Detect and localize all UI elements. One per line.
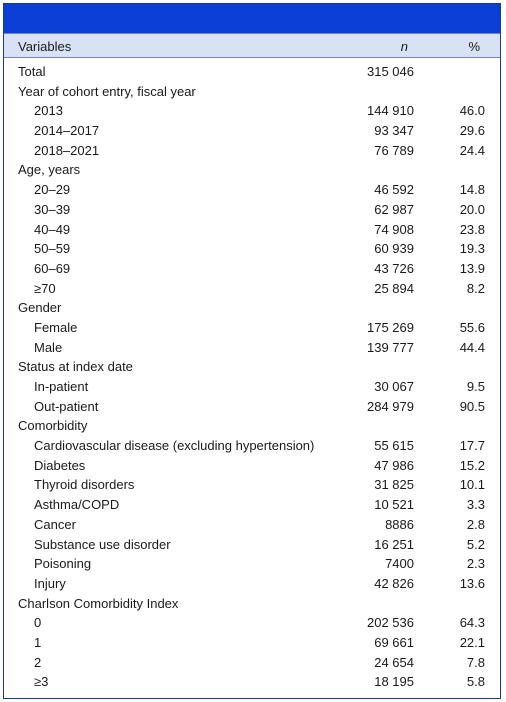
row-percent: 19.3 [459, 241, 485, 257]
table-row [4, 338, 500, 358]
row-percent: 10.1 [459, 477, 485, 493]
row-label: Year of cohort entry, fiscal year [18, 83, 196, 99]
row-label: 2 [34, 654, 42, 670]
row-percent: 46.0 [459, 103, 485, 119]
row-label: Status at index date [18, 359, 133, 375]
row-label: 20–29 [34, 182, 71, 198]
row-percent: 64.3 [459, 615, 485, 631]
row-n: 55 615 [374, 438, 414, 454]
row-percent: 55.6 [459, 319, 485, 335]
table-row [4, 397, 500, 417]
row-label: Injury [34, 575, 66, 591]
table-row [4, 259, 500, 279]
row-label: 40–49 [34, 221, 71, 237]
row-label: 60–69 [34, 260, 71, 276]
row-n: 202 536 [367, 615, 414, 631]
table-title-bar [4, 4, 500, 33]
table-row [4, 121, 500, 141]
row-n: 315 046 [367, 64, 414, 79]
row-percent: 3.3 [466, 497, 485, 513]
row-label: 50–59 [34, 241, 71, 257]
table-row [4, 574, 500, 594]
row-percent: 13.9 [459, 260, 485, 276]
row-percent: 29.6 [459, 123, 485, 139]
row-n: 31 825 [374, 477, 414, 493]
table-row [4, 180, 500, 200]
table-header-row [4, 33, 500, 58]
row-n: 7400 [385, 556, 414, 572]
row-percent: 2.3 [466, 556, 485, 572]
row-n: 30 067 [374, 379, 414, 394]
row-label: Substance use disorder [34, 536, 171, 552]
table-row [4, 515, 500, 535]
table-row [4, 160, 500, 180]
row-n: 76 789 [374, 142, 414, 158]
row-label: 2013 [34, 103, 63, 119]
table-row [4, 357, 500, 377]
row-label: Thyroid disorders [34, 477, 135, 493]
table-row [4, 62, 500, 82]
row-n: 8886 [385, 516, 414, 532]
row-percent: 44.4 [459, 339, 485, 355]
row-n: 47 986 [374, 457, 414, 473]
row-percent: 2.8 [466, 516, 485, 532]
row-label: Out-patient [34, 398, 99, 414]
table-row [4, 101, 500, 121]
table-row [4, 239, 500, 259]
table-row [4, 279, 500, 299]
table-frame [3, 3, 501, 699]
row-percent: 23.8 [459, 221, 485, 237]
header-n: n [400, 39, 408, 54]
row-percent: 15.2 [459, 457, 485, 473]
row-n: 144 910 [367, 103, 414, 119]
table-row [4, 220, 500, 240]
row-percent: 20.0 [459, 201, 485, 217]
row-label: In-patient [34, 379, 89, 394]
row-n: 62 987 [374, 201, 414, 217]
table-row [4, 82, 500, 102]
row-label: ≥3 [34, 674, 49, 690]
row-label: Age, years [18, 162, 81, 178]
header-variables: Variables [18, 39, 72, 54]
table-body [4, 58, 500, 692]
table-row [4, 318, 500, 338]
row-n: 175 269 [367, 319, 414, 335]
row-percent: 24.4 [459, 142, 485, 158]
table-row [4, 298, 500, 318]
row-n: 42 826 [374, 575, 414, 591]
row-percent: 17.7 [459, 438, 485, 454]
table-row [4, 456, 500, 476]
table-row [4, 200, 500, 220]
row-label: 30–39 [34, 201, 71, 217]
row-n: 10 521 [374, 497, 414, 513]
row-label: Asthma/COPD [34, 497, 120, 513]
table-row [4, 141, 500, 161]
row-n: 16 251 [374, 536, 414, 552]
row-n: 74 908 [374, 221, 414, 237]
table-row [4, 554, 500, 574]
row-percent: 14.8 [459, 182, 485, 198]
table-row [4, 672, 500, 692]
row-label: Cancer [34, 516, 76, 532]
row-label: 2018–2021 [34, 142, 100, 158]
table-row [4, 613, 500, 633]
table-row [4, 495, 500, 515]
row-percent: 5.2 [466, 536, 485, 552]
row-n: 139 777 [367, 339, 414, 355]
row-label: Comorbidity [18, 418, 88, 434]
row-n: 24 654 [374, 654, 414, 670]
row-n: 25 894 [374, 280, 414, 296]
header-percent: % [468, 39, 480, 54]
row-label: Diabetes [34, 457, 86, 473]
row-label: Charlson Comorbidity Index [18, 595, 179, 611]
row-percent: 8.2 [466, 280, 485, 296]
row-percent: 22.1 [459, 634, 485, 650]
row-label: Poisoning [34, 556, 92, 572]
row-label: Cardiovascular disease (excluding hypertension) [34, 438, 315, 454]
table-row [4, 416, 500, 436]
row-percent: 7.8 [466, 654, 485, 670]
table-row [4, 594, 500, 614]
row-percent: 9.5 [466, 379, 485, 394]
table-row [4, 475, 500, 495]
table-row [4, 377, 500, 397]
row-percent: 13.6 [459, 575, 485, 591]
row-percent: 90.5 [459, 398, 485, 414]
row-percent: 5.8 [466, 674, 485, 690]
row-label: Male [34, 339, 63, 355]
row-n: 46 592 [374, 182, 414, 198]
table-row [4, 653, 500, 673]
row-label: 1 [34, 634, 42, 650]
row-label: Female [34, 319, 78, 335]
row-n: 43 726 [374, 260, 414, 276]
row-label: Total [18, 64, 46, 79]
table-row [4, 436, 500, 456]
table-row [4, 535, 500, 555]
row-n: 93 347 [374, 123, 414, 139]
row-label: 2014–2017 [34, 123, 100, 139]
row-label: Gender [18, 300, 62, 316]
row-n: 69 661 [374, 634, 414, 650]
row-label: 0 [34, 615, 42, 631]
row-label: ≥70 [34, 280, 56, 296]
row-n: 60 939 [374, 241, 414, 257]
row-n: 18 195 [374, 674, 414, 690]
table-row [4, 633, 500, 653]
row-n: 284 979 [367, 398, 414, 414]
